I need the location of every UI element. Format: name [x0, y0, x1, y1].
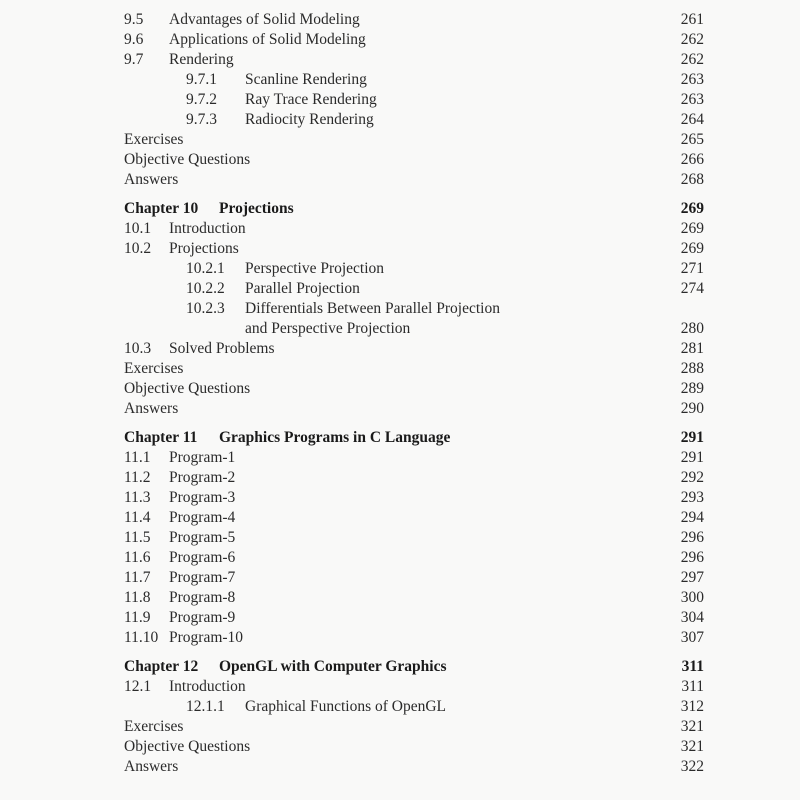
toc-entry-11-3	[0, 488, 800, 508]
toc-entry-ch12-answers	[0, 757, 800, 777]
page-number: 311	[681, 678, 704, 695]
section-title: Program-5	[169, 529, 236, 546]
toc-entry-ch9-exercises	[0, 130, 800, 150]
page-number: 307	[680, 629, 704, 646]
toc-entry-10-1	[0, 219, 800, 239]
section-title: Introduction	[169, 678, 246, 695]
subsection-title: Parallel Projection	[245, 280, 360, 297]
toc-entry-10-2-2	[0, 279, 800, 299]
subsection-title: Differentials Between Parallel Projection	[245, 300, 500, 317]
page-number: 265	[680, 131, 704, 148]
subsection-title: Scanline Rendering	[245, 71, 367, 88]
toc-entry-ch9-answers	[0, 170, 800, 190]
page-number: 263	[680, 71, 704, 88]
page-number: 261	[680, 11, 704, 28]
subsection-title: Radiocity Rendering	[245, 111, 374, 128]
section-title: Program-10	[169, 629, 244, 646]
entry-title: Answers	[124, 758, 179, 775]
section-number: 10.1	[124, 220, 152, 237]
section-title: Program-3	[169, 489, 236, 506]
toc-entry-10-2	[0, 239, 800, 259]
page-number: 262	[680, 31, 704, 48]
page-number: 291	[680, 449, 704, 466]
section-number: 11.3	[124, 489, 151, 506]
toc-entry-9-5	[0, 10, 800, 30]
toc-chapter-10-heading	[0, 199, 800, 219]
section-title: Introduction	[169, 220, 246, 237]
entry-title: Answers	[124, 171, 179, 188]
chapter-label: Chapter 11	[124, 429, 198, 446]
section-number: 11.7	[124, 569, 151, 586]
toc-entry-11-8	[0, 588, 800, 608]
page-number: 281	[680, 340, 704, 357]
toc-entry-ch10-exercises	[0, 359, 800, 379]
subsection-number: 9.7.2	[186, 91, 217, 108]
chapter-label: Chapter 10	[124, 200, 199, 217]
section-number: 11.1	[124, 449, 151, 466]
section-title: Program-4	[169, 509, 236, 526]
toc-entry-10-2-3-continued	[0, 319, 800, 339]
toc-entry-12-1-1	[0, 697, 800, 717]
subsection-number: 10.2.3	[186, 300, 225, 317]
page-number: 288	[680, 360, 704, 377]
section-number: 12.1	[124, 678, 152, 695]
page-number: 312	[680, 698, 704, 715]
toc-entry-11-2	[0, 468, 800, 488]
page-number: 280	[680, 320, 704, 337]
section-number: 9.7	[124, 51, 144, 68]
section-number: 10.2	[124, 240, 152, 257]
section-title: Program-6	[169, 549, 236, 566]
subsection-number: 9.7.3	[186, 111, 217, 128]
section-number: 10.3	[124, 340, 152, 357]
entry-title: Exercises	[124, 360, 184, 377]
page-number: 263	[680, 91, 704, 108]
toc-entry-9-7-1	[0, 70, 800, 90]
page-number: 311	[681, 658, 704, 675]
page-number: 292	[680, 469, 704, 486]
toc-chapter-12-heading	[0, 657, 800, 677]
subsection-number: 9.7.1	[186, 71, 217, 88]
section-title: Advantages of Solid Modeling	[169, 11, 360, 28]
page-number: 269	[680, 220, 704, 237]
toc-entry-ch9-objective-questions	[0, 150, 800, 170]
page-number: 304	[680, 609, 704, 626]
toc-entry-9-7-2	[0, 90, 800, 110]
page-number: 274	[680, 280, 704, 297]
page-number: 291	[680, 429, 704, 446]
chapter-label: Chapter 12	[124, 658, 199, 675]
section-title: Solved Problems	[169, 340, 275, 357]
page-number: 289	[680, 380, 704, 397]
page-number: 294	[680, 509, 704, 526]
page-number: 269	[680, 200, 704, 217]
page-number: 321	[680, 738, 704, 755]
entry-title: Exercises	[124, 131, 184, 148]
toc-entry-10-3	[0, 339, 800, 359]
section-number: 9.6	[124, 31, 144, 48]
section-title: Program-9	[169, 609, 236, 626]
toc-entry-10-2-1	[0, 259, 800, 279]
section-title: Program-8	[169, 589, 236, 606]
section-title: Program-2	[169, 469, 236, 486]
section-number: 11.8	[124, 589, 151, 606]
page-number: 268	[680, 171, 704, 188]
page-number: 322	[680, 758, 704, 775]
chapter-title: Projections	[219, 200, 294, 217]
section-number: 11.2	[124, 469, 151, 486]
toc-entry-9-7	[0, 50, 800, 70]
toc-entry-11-9	[0, 608, 800, 628]
page-number: 264	[680, 111, 704, 128]
toc-entry-9-6	[0, 30, 800, 50]
page-number: 262	[680, 51, 704, 68]
section-number: 11.9	[124, 609, 151, 626]
section-number: 11.10	[124, 629, 159, 646]
page-number: 293	[680, 489, 704, 506]
toc-entry-11-1	[0, 448, 800, 468]
subsection-title: Ray Trace Rendering	[245, 91, 377, 108]
section-title: Applications of Solid Modeling	[169, 31, 366, 48]
toc-entry-12-1	[0, 677, 800, 697]
page-number: 269	[680, 240, 704, 257]
section-number: 9.5	[124, 11, 144, 28]
page-number: 266	[680, 151, 704, 168]
subsection-number: 12.1.1	[186, 698, 225, 715]
entry-title: Objective Questions	[124, 380, 251, 397]
subsection-number: 10.2.1	[186, 260, 225, 277]
subsection-title-continued: and Perspective Projection	[245, 320, 411, 337]
toc-chapter-11-heading	[0, 428, 800, 448]
toc-entry-11-10	[0, 628, 800, 648]
toc-entry-ch12-objective-questions	[0, 737, 800, 757]
entry-title: Objective Questions	[124, 151, 251, 168]
section-title: Rendering	[169, 51, 234, 68]
toc-entry-9-7-3	[0, 110, 800, 130]
entry-title: Answers	[124, 400, 179, 417]
page-number: 296	[680, 529, 704, 546]
toc-entry-ch12-exercises	[0, 717, 800, 737]
toc-entry-11-6	[0, 548, 800, 568]
subsection-title: Perspective Projection	[245, 260, 385, 277]
toc-entry-11-5	[0, 528, 800, 548]
page-number: 290	[680, 400, 704, 417]
toc-entry-11-7	[0, 568, 800, 588]
subsection-number: 10.2.2	[186, 280, 225, 297]
subsection-title: Graphical Functions of OpenGL	[245, 698, 447, 715]
section-title: Program-7	[169, 569, 236, 586]
toc-entry-11-4	[0, 508, 800, 528]
entry-title: Objective Questions	[124, 738, 251, 755]
toc-entry-ch10-answers	[0, 399, 800, 419]
page-number: 300	[680, 589, 704, 606]
toc-entry-ch10-objective-questions	[0, 379, 800, 399]
section-title: Program-1	[169, 449, 236, 466]
page-number: 296	[680, 549, 704, 566]
page-number: 271	[680, 260, 704, 277]
toc-entry-10-2-3	[0, 299, 800, 319]
chapter-title: OpenGL with Computer Graphics	[219, 658, 447, 675]
entry-title: Exercises	[124, 718, 184, 735]
section-number: 11.4	[124, 509, 151, 526]
chapter-title: Graphics Programs in C Language	[219, 429, 451, 446]
page-number: 321	[680, 718, 704, 735]
page-number: 297	[680, 569, 704, 586]
section-number: 11.5	[124, 529, 151, 546]
section-number: 11.6	[124, 549, 151, 566]
section-title: Projections	[169, 240, 239, 257]
